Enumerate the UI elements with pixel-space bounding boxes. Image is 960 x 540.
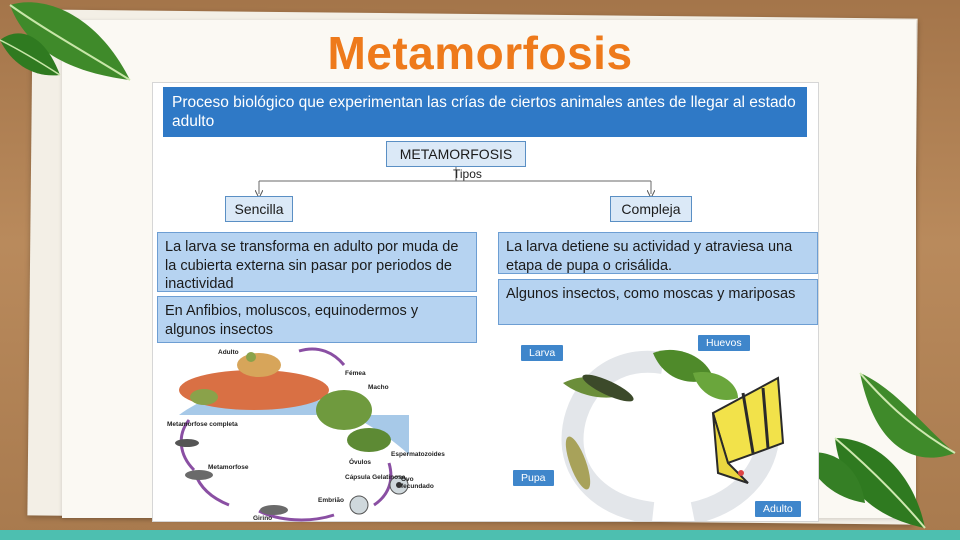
butterfly-label-adulto: Adulto	[755, 501, 801, 517]
frog-label-femea: Fémea	[345, 370, 366, 377]
frog-life-cycle-illustration	[159, 345, 421, 523]
page-title: Metamorfosis	[327, 27, 633, 79]
tipos-label: Tipos	[453, 167, 482, 181]
node-sencilla: Sencilla	[225, 196, 293, 222]
frog-label-metamorfose: Metamorfose	[208, 464, 249, 471]
compleja-description: La larva detiene su actividad y atraviesa una etapa de pupa o crisálida.	[498, 232, 818, 274]
root-node: METAMORFOSIS	[386, 141, 526, 167]
metamorphosis-diagram	[152, 82, 819, 522]
frog-label-adulto: Adulto	[218, 349, 239, 356]
leaf-bottom-right-icon	[805, 368, 960, 533]
butterfly-label-larva: Larva	[521, 345, 563, 361]
definition-box: Proceso biológico que experimentan las crías de ciertos animales antes de llegar al estado adulto	[163, 87, 807, 137]
frog-label-capsula: Cápsula Gelatinosa	[345, 474, 406, 481]
compleja-examples: Algunos insectos, como moscas y mariposas	[498, 279, 818, 325]
frog-label-ovulos: Óvulos	[349, 459, 372, 466]
frog-label-metamorfose-completa: Metamorfose completa	[167, 421, 238, 428]
sencilla-description: La larva se transforma en adulto por muda de la cubierta externa sin pasar por periodos de inactividad	[157, 232, 477, 292]
node-compleja: Compleja	[610, 196, 692, 222]
frog-label-girino: Girino	[253, 515, 273, 522]
bottom-stripe	[0, 530, 960, 540]
sencilla-examples: En Anfibios, moluscos, equinodermos y algunos insectos	[157, 296, 477, 343]
butterfly-life-cycle-illustration	[513, 333, 813, 521]
butterfly-label-huevos: Huevos	[698, 335, 750, 351]
frog-label-espermatozoides: Espermatozoides	[391, 451, 445, 458]
frog-label-embriao: Embrião	[318, 497, 345, 504]
butterfly-label-pupa: Pupa	[513, 470, 554, 486]
frog-label-ovo: Ovo fecundado	[401, 476, 434, 490]
frog-label-macho: Macho	[368, 384, 389, 391]
